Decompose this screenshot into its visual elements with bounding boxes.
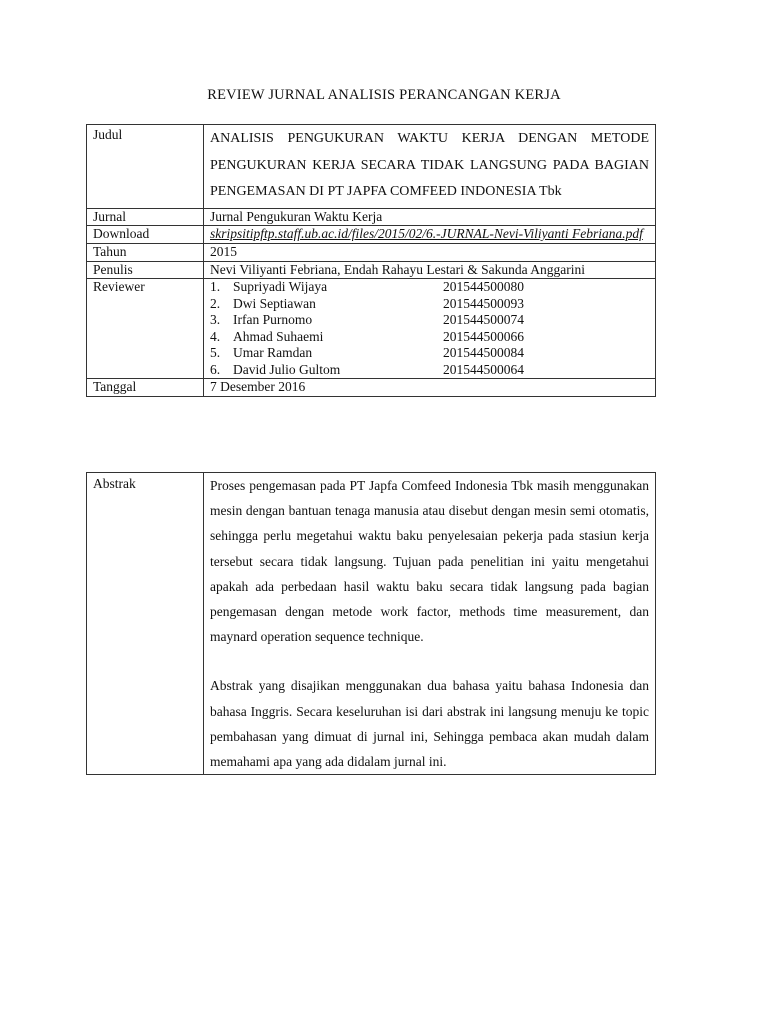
- reviewer-nim: 201544500084: [443, 345, 524, 360]
- tanggal-row: [87, 379, 656, 397]
- reviewer-nim: 201544500066: [443, 328, 524, 344]
- list-item: [210, 296, 649, 313]
- reviewer-number: 5.: [210, 345, 221, 360]
- paragraph-gap: [210, 649, 649, 673]
- reviewer-name: Umar Ramdan: [233, 345, 313, 360]
- reviewer-label: Reviewer: [87, 279, 204, 379]
- penulis-value: Nevi Viliyanti Febriana, Endah Rahayu Lestari & Sakunda Anggarini: [204, 261, 656, 279]
- jurnal-label: Jurnal: [87, 208, 204, 226]
- reviewer-list: [204, 279, 656, 379]
- review-meta-table: [86, 124, 656, 397]
- download-value-cell: [204, 226, 656, 244]
- reviewer-name: Dwi Septiawan: [233, 295, 316, 311]
- reviewer-nim: 201544500080: [443, 279, 524, 294]
- reviewer-number: 4.: [210, 328, 221, 344]
- abstract-paragraph: Abstrak yang disajikan menggunakan dua bahasa yaitu bahasa Indonesia dan bahasa Inggris. Secara keseluruhan isi dari abstrak ini langsung menuju ke topic pembahasan yang dimuat di jurnal ini, Sehingga pembaca akan mudah dalam memahami apa yang ada didalam jurnal ini.: [210, 678, 649, 770]
- list-item: [210, 312, 649, 329]
- penulis-label: Penulis: [87, 261, 204, 279]
- abstract-table: [86, 472, 656, 775]
- penulis-row: [87, 261, 656, 279]
- judul-label: Judul: [87, 125, 204, 209]
- download-row: [87, 226, 656, 244]
- reviewer-name: Supriyadi Wijaya: [233, 279, 328, 294]
- judul-value: ANALISIS PENGUKURAN WAKTU KERJA DENGAN METODE PENGUKURAN KERJA SECARA TIDAK LANGSUNG PADA BAGIAN PENGEMASAN DI PT JAPFA COMFEED INDONESIA Tbk: [210, 131, 649, 199]
- tahun-value: 2015: [204, 244, 656, 262]
- abstract-row: [87, 473, 656, 775]
- list-item: [210, 279, 649, 296]
- reviewer-number: 1.: [210, 279, 221, 294]
- jurnal-value: Jurnal Pengukuran Waktu Kerja: [204, 208, 656, 226]
- document-title: REVIEW JURNAL ANALISIS PERANCANGAN KERJA: [207, 87, 561, 103]
- list-item: [210, 362, 649, 379]
- reviewer-number: 2.: [210, 295, 221, 311]
- reviewer-nim: 201544500074: [443, 312, 524, 327]
- abstract-paragraph: Proses pengemasan pada PT Japfa Comfeed Indonesia Tbk masih menggunakan mesin dengan bantuan tenaga manusia atau disebut dengan mesin semi otomatis, sehingga perlu megetahui waktu baku penyelesaian pekerja pada stasiun kerja tersebut secara tidak langsung. Tujuan pada penelitian ini yaitu mengetahui apakah ada perbedaan hasil waktu baku secara tidak langsung pada bagian pengemasan dengan metode work factor, methods time measurement, dan maynard operation sequence technique.: [210, 478, 649, 645]
- reviewer-name: David Julio Gultom: [233, 361, 341, 377]
- reviewer-number: 3.: [210, 312, 221, 327]
- tanggal-label: Tanggal: [87, 379, 204, 397]
- abstract-body: [204, 473, 656, 775]
- reviewer-name: Ahmad Suhaemi: [233, 328, 324, 344]
- reviewer-nim: 201544500064: [443, 361, 524, 377]
- judul-value-cell: [204, 125, 656, 209]
- download-label: Download: [87, 226, 204, 244]
- reviewer-nim: 201544500093: [443, 295, 524, 311]
- reviewer-row: [87, 279, 656, 379]
- list-item: [210, 329, 649, 346]
- tanggal-value: 7 Desember 2016: [204, 379, 656, 397]
- list-item: [210, 345, 649, 362]
- abstract-label: Abstrak: [87, 473, 204, 775]
- reviewer-name: Irfan Purnomo: [233, 312, 313, 327]
- download-link[interactable]: skripsitipftp.staff.ub.ac.id/files/2015/02/6.-JURNAL-Nevi-Viliyanti Febriana.pdf: [210, 226, 643, 241]
- tahun-label: Tahun: [87, 244, 204, 262]
- judul-row: [87, 125, 656, 209]
- reviewer-number: 6.: [210, 361, 221, 377]
